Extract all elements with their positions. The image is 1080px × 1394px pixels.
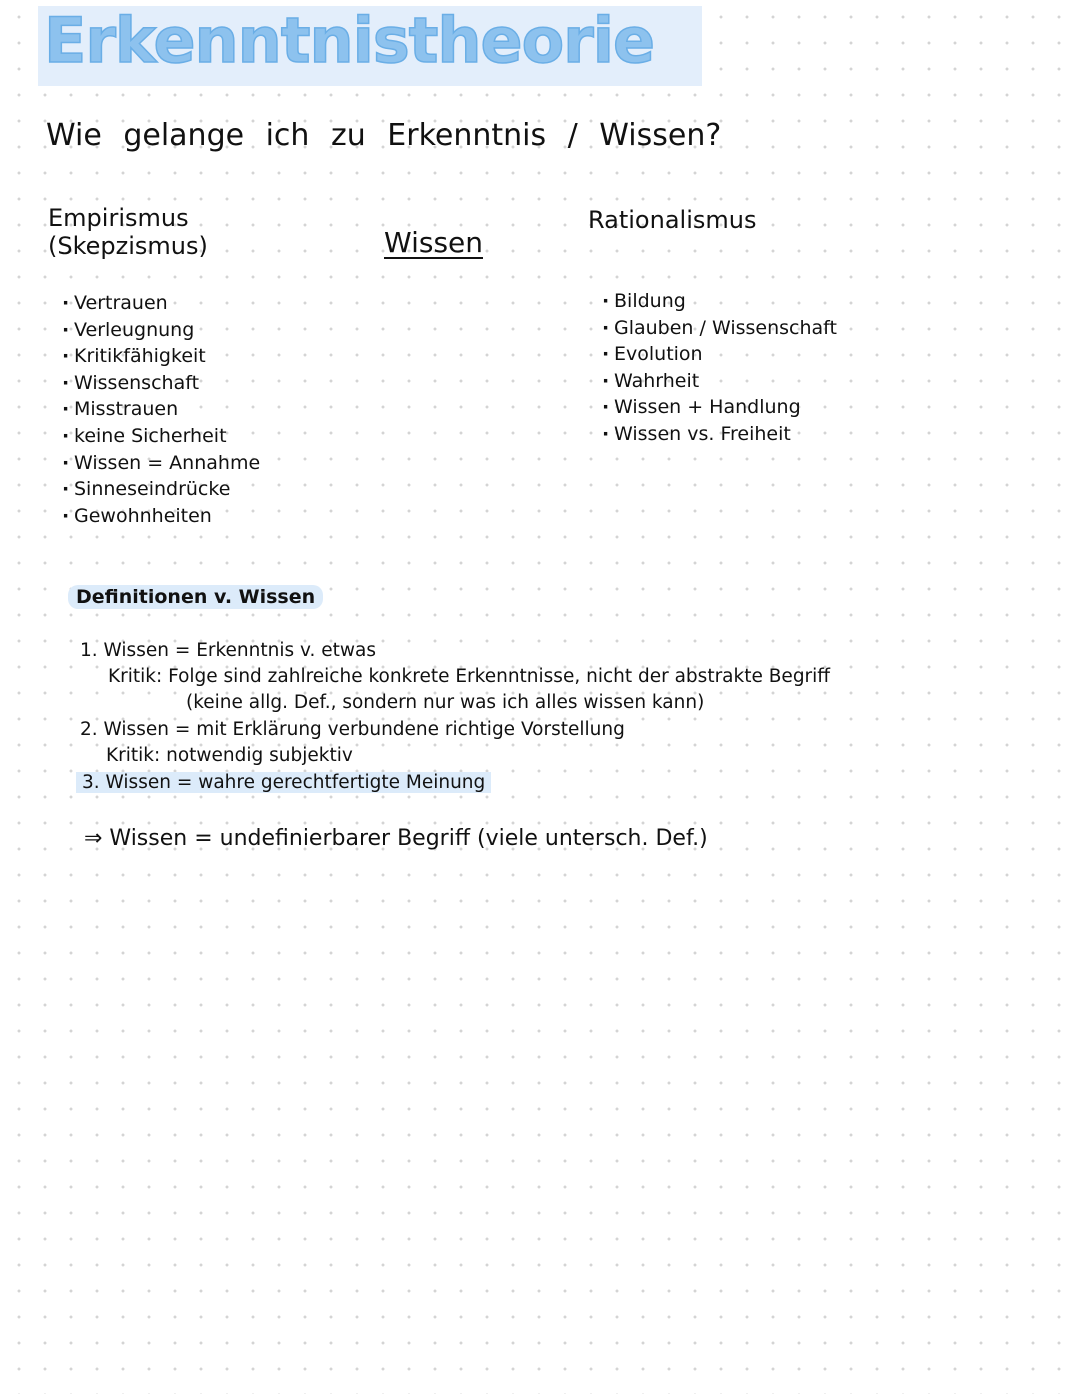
page-title: Erkenntnistheorie [44, 4, 655, 77]
guiding-question: Wie gelange ich zu Erkenntnis / Wissen? [46, 118, 722, 153]
list-item: · Glauben / Wissenschaft [602, 315, 837, 342]
list-item: · Evolution [602, 341, 837, 368]
list-item: · Sinneseindrücke [62, 476, 260, 503]
definition-2-critique: Kritik: notwendig subjektiv [106, 745, 353, 766]
list-item: · Wissen + Handlung [602, 394, 837, 421]
definition-1-note: (keine allg. Def., sondern nur was ich alles wissen kann) [186, 692, 705, 713]
list-item: · Wissen = Annahme [62, 450, 260, 477]
definition-1-critique: Kritik: Folge sind zahlreiche konkrete Erkenntnisse, nicht der abstrakte Begriff [108, 666, 831, 687]
definition-3: 3. Wissen = wahre gerechtfertigte Meinung [76, 772, 491, 793]
rationalismus-heading: Rationalismus [588, 206, 757, 234]
list-item: · Vertrauen [62, 290, 260, 317]
rationalismus-list [602, 288, 837, 448]
wissen-heading: Wissen [384, 226, 483, 259]
list-item: · Kritikfähigkeit [62, 343, 260, 370]
definition-1: 1. Wissen = Erkenntnis v. etwas [80, 640, 377, 661]
list-item: · Wissenschaft [62, 370, 260, 397]
list-item: · keine Sicherheit [62, 423, 260, 450]
empirismus-title: Empirismus [48, 204, 189, 232]
list-item: · Misstrauen [62, 396, 260, 423]
list-item: · Wissen vs. Freiheit [602, 421, 837, 448]
empirismus-heading [48, 204, 208, 260]
empirismus-list [62, 290, 260, 529]
list-item: · Verleugnung [62, 317, 260, 344]
conclusion: ⇒ Wissen = undefinierbarer Begriff (viele untersch. Def.) [84, 826, 708, 851]
list-item: · Wahrheit [602, 368, 837, 395]
definition-2: 2. Wissen = mit Erklärung verbundene richtige Vorstellung [80, 719, 625, 740]
definitions-heading: Definitionen v. Wissen [68, 585, 323, 609]
empirismus-subtitle: (Skepzismus) [48, 232, 208, 260]
list-item: · Bildung [602, 288, 837, 315]
list-item: · Gewohnheiten [62, 503, 260, 530]
